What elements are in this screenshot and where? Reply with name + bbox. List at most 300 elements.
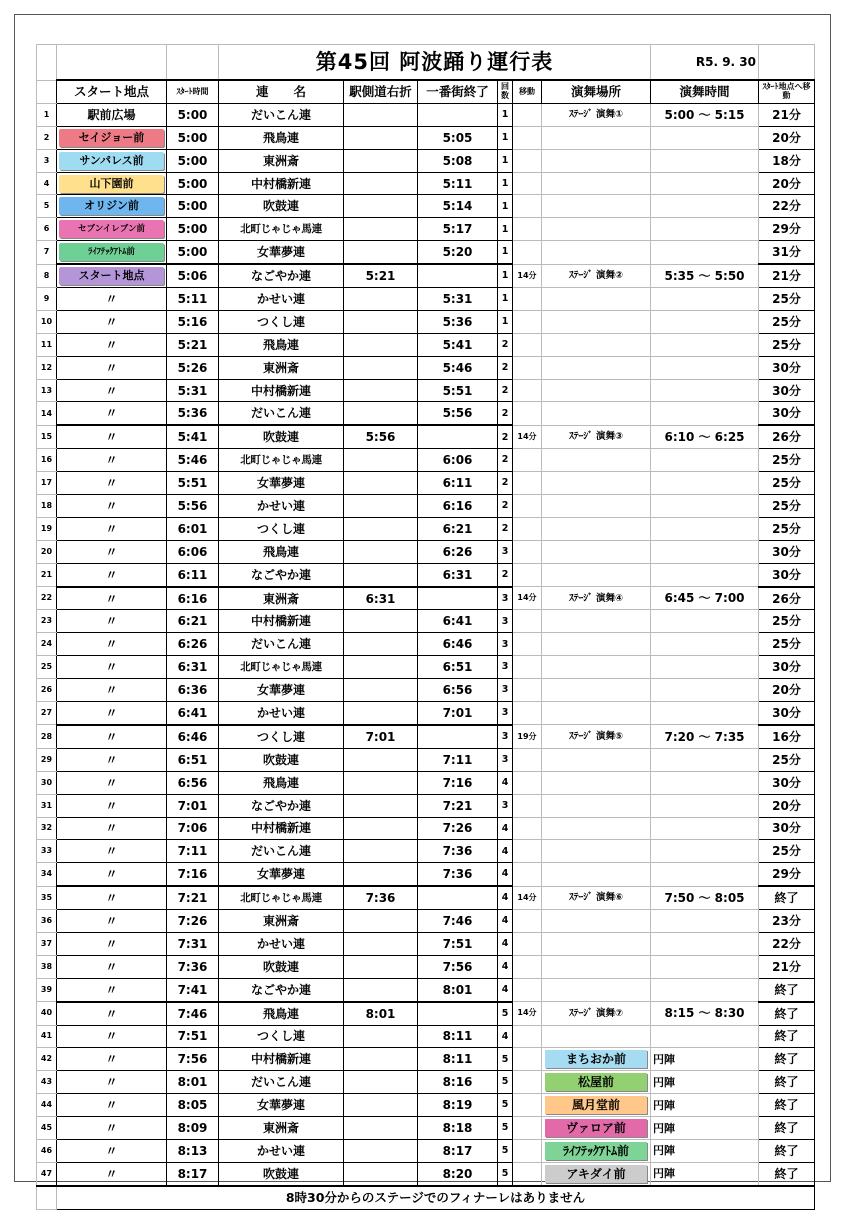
header-stage-time: 演舞時間 xyxy=(651,80,759,103)
stage-time xyxy=(651,517,759,540)
station-turn-time xyxy=(344,656,418,679)
to-start-move: 30分 xyxy=(759,702,815,725)
station-turn-time xyxy=(344,195,418,218)
start-point: 〃 xyxy=(57,540,167,563)
stage-time: 6:45 ～ 7:00 xyxy=(651,587,759,610)
pass-count: 3 xyxy=(498,587,513,610)
ren-name: つくし連 xyxy=(219,725,344,748)
ichiban-end-time: 5:20 xyxy=(418,241,498,264)
start-point: 駅前広場 xyxy=(57,103,167,126)
stage-time xyxy=(651,288,759,311)
station-turn-time xyxy=(344,1117,418,1140)
station-turn-time xyxy=(344,379,418,402)
move-time xyxy=(513,633,542,656)
ichiban-end-time: 6:31 xyxy=(418,563,498,586)
to-start-move: 終了 xyxy=(759,978,815,1001)
to-start-move: 22分 xyxy=(759,932,815,955)
table-row xyxy=(37,1094,815,1117)
start-time: 7:16 xyxy=(167,863,219,886)
station-turn-time xyxy=(344,794,418,817)
station-turn-time: 5:21 xyxy=(344,264,418,287)
schedule-sheet xyxy=(36,44,815,1210)
row-number: 20 xyxy=(37,540,57,563)
table-row xyxy=(37,1139,815,1162)
start-time: 5:00 xyxy=(167,218,219,241)
ichiban-end-time: 5:41 xyxy=(418,333,498,356)
stage-time xyxy=(651,495,759,518)
header-to-start: ｽﾀｰﾄ地点へ移動 xyxy=(759,80,815,103)
stage-place xyxy=(542,1117,651,1140)
pass-count: 5 xyxy=(498,1139,513,1162)
station-turn-time xyxy=(344,817,418,840)
start-point-badge: 山下園前 xyxy=(59,175,164,193)
ichiban-end-time: 5:46 xyxy=(418,356,498,379)
start-point xyxy=(57,264,167,287)
ichiban-end-time: 7:51 xyxy=(418,932,498,955)
move-time xyxy=(513,472,542,495)
row-number: 42 xyxy=(37,1048,57,1071)
station-turn-time xyxy=(344,679,418,702)
to-start-move: 30分 xyxy=(759,817,815,840)
start-time: 6:56 xyxy=(167,771,219,794)
stage-place xyxy=(542,402,651,425)
start-time: 5:00 xyxy=(167,195,219,218)
to-start-move: 21分 xyxy=(759,264,815,287)
table-row xyxy=(37,1025,815,1048)
row-number: 46 xyxy=(37,1139,57,1162)
start-point: 〃 xyxy=(57,656,167,679)
stage-time xyxy=(651,910,759,933)
ren-name: 吹鼓連 xyxy=(219,195,344,218)
start-point xyxy=(57,149,167,172)
move-time xyxy=(513,771,542,794)
stage-time: 7:50 ～ 8:05 xyxy=(651,886,759,909)
table-row xyxy=(37,932,815,955)
stage-time: 8:15 ～ 8:30 xyxy=(651,1002,759,1025)
ren-name: なごやか連 xyxy=(219,563,344,586)
start-time: 5:00 xyxy=(167,241,219,264)
start-time: 5:00 xyxy=(167,126,219,149)
pass-count: 5 xyxy=(498,1048,513,1071)
start-time: 5:00 xyxy=(167,172,219,195)
station-turn-time xyxy=(344,633,418,656)
start-point-badge: セブンイレブン前 xyxy=(59,220,164,238)
start-point: 〃 xyxy=(57,863,167,886)
pass-count: 4 xyxy=(498,955,513,978)
ren-name: 女華夢連 xyxy=(219,679,344,702)
stage-time xyxy=(651,449,759,472)
stage-time xyxy=(651,932,759,955)
pass-count: 2 xyxy=(498,379,513,402)
row-number: 36 xyxy=(37,910,57,933)
move-time xyxy=(513,379,542,402)
stage-time: 7:20 ～ 7:35 xyxy=(651,725,759,748)
row-number: 10 xyxy=(37,310,57,333)
move-time xyxy=(513,288,542,311)
table-row xyxy=(37,310,815,333)
ichiban-end-time xyxy=(418,103,498,126)
move-time xyxy=(513,863,542,886)
pass-count: 5 xyxy=(498,1162,513,1185)
row-number: 6 xyxy=(37,218,57,241)
stage-place xyxy=(542,932,651,955)
station-turn-time xyxy=(344,955,418,978)
ren-name: 吹鼓連 xyxy=(219,425,344,448)
footer-spacer xyxy=(37,1186,57,1210)
stage-place xyxy=(542,472,651,495)
table-row xyxy=(37,379,815,402)
to-start-move: 終了 xyxy=(759,1025,815,1048)
table-row xyxy=(37,587,815,610)
row-number: 15 xyxy=(37,425,57,448)
ichiban-end-time: 7:11 xyxy=(418,748,498,771)
table-row xyxy=(37,103,815,126)
ren-name: 吹鼓連 xyxy=(219,1162,344,1185)
ren-name: だいこん連 xyxy=(219,633,344,656)
pass-count: 2 xyxy=(498,472,513,495)
stage-place xyxy=(542,333,651,356)
start-time: 7:36 xyxy=(167,955,219,978)
ichiban-end-time: 7:36 xyxy=(418,863,498,886)
move-time: 14分 xyxy=(513,264,542,287)
stage-place xyxy=(542,126,651,149)
move-time xyxy=(513,610,542,633)
pass-count: 3 xyxy=(498,610,513,633)
ichiban-end-time: 5:11 xyxy=(418,172,498,195)
row-number: 40 xyxy=(37,1002,57,1025)
stage-time xyxy=(651,379,759,402)
station-turn-time xyxy=(344,563,418,586)
ren-name: だいこん連 xyxy=(219,1071,344,1094)
stage-place-badge: 風月堂前 xyxy=(545,1096,647,1114)
start-point: 〃 xyxy=(57,748,167,771)
table-row xyxy=(37,955,815,978)
start-time: 8:05 xyxy=(167,1094,219,1117)
station-turn-time xyxy=(344,449,418,472)
to-start-move: 30分 xyxy=(759,563,815,586)
stage-place xyxy=(542,794,651,817)
row-number: 22 xyxy=(37,587,57,610)
start-point: 〃 xyxy=(57,955,167,978)
move-time xyxy=(513,978,542,1001)
table-row xyxy=(37,218,815,241)
table-row xyxy=(37,540,815,563)
ren-name: なごやか連 xyxy=(219,794,344,817)
ren-name: 中村橋新連 xyxy=(219,610,344,633)
move-time xyxy=(513,932,542,955)
ren-name: 東洲斎 xyxy=(219,149,344,172)
move-time xyxy=(513,1071,542,1094)
start-time: 5:16 xyxy=(167,310,219,333)
stage-place xyxy=(542,149,651,172)
start-point: 〃 xyxy=(57,702,167,725)
move-time xyxy=(513,656,542,679)
table-row xyxy=(37,241,815,264)
start-time: 5:56 xyxy=(167,495,219,518)
stage-place xyxy=(542,633,651,656)
stage-place xyxy=(542,610,651,633)
to-start-move: 20分 xyxy=(759,679,815,702)
start-point: 〃 xyxy=(57,472,167,495)
ren-name: かせい連 xyxy=(219,495,344,518)
ren-name: 飛鳥連 xyxy=(219,333,344,356)
start-time: 7:06 xyxy=(167,817,219,840)
ichiban-end-time xyxy=(418,264,498,287)
station-turn-time: 7:36 xyxy=(344,886,418,909)
to-start-move: 30分 xyxy=(759,356,815,379)
station-turn-time: 5:56 xyxy=(344,425,418,448)
start-time: 6:36 xyxy=(167,679,219,702)
ren-name: かせい連 xyxy=(219,288,344,311)
row-number: 47 xyxy=(37,1162,57,1185)
move-time xyxy=(513,103,542,126)
stage-place xyxy=(542,679,651,702)
row-number: 39 xyxy=(37,978,57,1001)
pass-count: 2 xyxy=(498,425,513,448)
station-turn-time xyxy=(344,978,418,1001)
pass-count: 5 xyxy=(498,1002,513,1025)
to-start-move: 23分 xyxy=(759,910,815,933)
stage-time: 5:00 ～ 5:15 xyxy=(651,103,759,126)
start-point: 〃 xyxy=(57,1071,167,1094)
table-row xyxy=(37,1071,815,1094)
stage-place xyxy=(542,1139,651,1162)
move-time xyxy=(513,402,542,425)
move-time xyxy=(513,126,542,149)
stage-place xyxy=(542,449,651,472)
stage-place: ｽﾃｰｼﾞ 演舞④ xyxy=(542,587,651,610)
start-point-badge: ﾗｲﾌﾃｯｸｱﾄﾑ前 xyxy=(59,243,164,261)
stage-time: 円陣 xyxy=(651,1162,759,1185)
table-row xyxy=(37,126,815,149)
header-station-turn: 駅側道右折 xyxy=(344,80,418,103)
table-row xyxy=(37,425,815,448)
ichiban-end-time xyxy=(418,587,498,610)
to-start-move: 26分 xyxy=(759,425,815,448)
start-point: 〃 xyxy=(57,288,167,311)
start-time: 7:46 xyxy=(167,1002,219,1025)
start-point: 〃 xyxy=(57,1094,167,1117)
pass-count: 1 xyxy=(498,264,513,287)
stage-time xyxy=(651,172,759,195)
stage-place xyxy=(542,1025,651,1048)
stage-place xyxy=(542,978,651,1001)
start-time: 5:36 xyxy=(167,402,219,425)
ren-name: 東洲斎 xyxy=(219,1117,344,1140)
station-turn-time xyxy=(344,172,418,195)
ren-name: 北町じゃじゃ馬連 xyxy=(219,449,344,472)
ren-name: 中村橋新連 xyxy=(219,172,344,195)
table-row xyxy=(37,288,815,311)
ren-name: 女華夢連 xyxy=(219,863,344,886)
to-start-move: 25分 xyxy=(759,517,815,540)
ren-name: だいこん連 xyxy=(219,103,344,126)
start-point: 〃 xyxy=(57,1162,167,1185)
row-number: 30 xyxy=(37,771,57,794)
stage-time xyxy=(651,402,759,425)
ichiban-end-time: 5:56 xyxy=(418,402,498,425)
stage-time: 円陣 xyxy=(651,1117,759,1140)
pass-count: 2 xyxy=(498,402,513,425)
pass-count: 1 xyxy=(498,218,513,241)
start-point: 〃 xyxy=(57,840,167,863)
stage-time xyxy=(651,149,759,172)
start-time: 5:26 xyxy=(167,356,219,379)
table-row xyxy=(37,495,815,518)
pass-count: 3 xyxy=(498,748,513,771)
header-start-time: ｽﾀｰﾄ時間 xyxy=(167,80,219,103)
start-time: 8:13 xyxy=(167,1139,219,1162)
header-count: 回数 xyxy=(498,80,513,103)
row-number: 17 xyxy=(37,472,57,495)
pass-count: 2 xyxy=(498,333,513,356)
move-time xyxy=(513,1048,542,1071)
to-start-move: 30分 xyxy=(759,379,815,402)
start-time: 6:31 xyxy=(167,656,219,679)
header-ren-name: 連 名 xyxy=(219,80,344,103)
row-number: 41 xyxy=(37,1025,57,1048)
row-number: 29 xyxy=(37,748,57,771)
ichiban-end-time: 6:06 xyxy=(418,449,498,472)
start-time: 6:21 xyxy=(167,610,219,633)
start-point: 〃 xyxy=(57,794,167,817)
to-start-move: 終了 xyxy=(759,1094,815,1117)
station-turn-time xyxy=(344,840,418,863)
pass-count: 2 xyxy=(498,563,513,586)
ren-name: 北町じゃじゃ馬連 xyxy=(219,886,344,909)
stage-time xyxy=(651,472,759,495)
to-start-move: 29分 xyxy=(759,863,815,886)
stage-time xyxy=(651,356,759,379)
start-time: 5:41 xyxy=(167,425,219,448)
pass-count: 3 xyxy=(498,633,513,656)
stage-place xyxy=(542,517,651,540)
stage-time xyxy=(651,679,759,702)
pass-count: 5 xyxy=(498,1094,513,1117)
row-number: 11 xyxy=(37,333,57,356)
start-point: 〃 xyxy=(57,449,167,472)
table-row xyxy=(37,472,815,495)
start-time: 7:21 xyxy=(167,886,219,909)
stage-place xyxy=(542,748,651,771)
to-start-move: 25分 xyxy=(759,748,815,771)
row-number: 1 xyxy=(37,103,57,126)
stage-place xyxy=(542,771,651,794)
start-point: 〃 xyxy=(57,379,167,402)
start-point: 〃 xyxy=(57,817,167,840)
ichiban-end-time: 7:21 xyxy=(418,794,498,817)
station-turn-time xyxy=(344,495,418,518)
pass-count: 1 xyxy=(498,241,513,264)
stage-place xyxy=(542,356,651,379)
ren-name: 飛鳥連 xyxy=(219,540,344,563)
to-start-move: 25分 xyxy=(759,472,815,495)
to-start-move: 26分 xyxy=(759,587,815,610)
stage-time xyxy=(651,195,759,218)
stage-place: ｽﾃｰｼﾞ 演舞① xyxy=(542,103,651,126)
row-number: 35 xyxy=(37,886,57,909)
move-time xyxy=(513,1094,542,1117)
ichiban-end-time: 8:16 xyxy=(418,1071,498,1094)
stage-time xyxy=(651,633,759,656)
table-row xyxy=(37,1048,815,1071)
header-move: 移動 xyxy=(513,80,542,103)
ichiban-end-time: 8:19 xyxy=(418,1094,498,1117)
station-turn-time xyxy=(344,356,418,379)
pass-count: 3 xyxy=(498,679,513,702)
row-number: 4 xyxy=(37,172,57,195)
stage-place xyxy=(542,172,651,195)
ichiban-end-time: 7:56 xyxy=(418,955,498,978)
start-point: 〃 xyxy=(57,495,167,518)
stage-time xyxy=(651,563,759,586)
start-point: 〃 xyxy=(57,978,167,1001)
pass-count: 3 xyxy=(498,725,513,748)
pass-count: 2 xyxy=(498,495,513,518)
to-start-move: 終了 xyxy=(759,1139,815,1162)
table-row xyxy=(37,610,815,633)
to-start-move: 終了 xyxy=(759,1071,815,1094)
stage-place xyxy=(542,1094,651,1117)
station-turn-time xyxy=(344,863,418,886)
pass-count: 3 xyxy=(498,540,513,563)
station-turn-time xyxy=(344,1139,418,1162)
station-turn-time xyxy=(344,472,418,495)
ichiban-end-time: 7:46 xyxy=(418,910,498,933)
move-time xyxy=(513,748,542,771)
start-point: 〃 xyxy=(57,1139,167,1162)
ichiban-end-time: 5:51 xyxy=(418,379,498,402)
table-row xyxy=(37,886,815,909)
table-row xyxy=(37,1162,815,1185)
table-row xyxy=(37,149,815,172)
row-number: 31 xyxy=(37,794,57,817)
stage-time xyxy=(651,978,759,1001)
row-number: 8 xyxy=(37,264,57,287)
ichiban-end-time xyxy=(418,425,498,448)
stage-place xyxy=(542,1071,651,1094)
to-start-move: 終了 xyxy=(759,1117,815,1140)
stage-time xyxy=(651,656,759,679)
pass-count: 4 xyxy=(498,1025,513,1048)
table-row xyxy=(37,702,815,725)
ren-name: つくし連 xyxy=(219,310,344,333)
title-row xyxy=(37,45,815,81)
station-turn-time xyxy=(344,1025,418,1048)
pass-count: 1 xyxy=(498,288,513,311)
pass-count: 2 xyxy=(498,517,513,540)
stage-time xyxy=(651,817,759,840)
to-start-move: 22分 xyxy=(759,195,815,218)
ren-name: 北町じゃじゃ馬連 xyxy=(219,218,344,241)
station-turn-time xyxy=(344,910,418,933)
start-time: 5:06 xyxy=(167,264,219,287)
start-point: 〃 xyxy=(57,356,167,379)
ichiban-end-time: 5:36 xyxy=(418,310,498,333)
to-start-move: 25分 xyxy=(759,610,815,633)
row-number: 18 xyxy=(37,495,57,518)
move-time xyxy=(513,195,542,218)
table-row xyxy=(37,817,815,840)
stage-place-badge: まちおか前 xyxy=(545,1050,647,1068)
start-time: 7:41 xyxy=(167,978,219,1001)
start-time: 8:17 xyxy=(167,1162,219,1185)
footer-note: 8時30分からのステージでのフィナーレはありません xyxy=(57,1186,815,1210)
ren-name: だいこん連 xyxy=(219,840,344,863)
start-point: 〃 xyxy=(57,932,167,955)
table-row xyxy=(37,333,815,356)
start-time: 7:26 xyxy=(167,910,219,933)
